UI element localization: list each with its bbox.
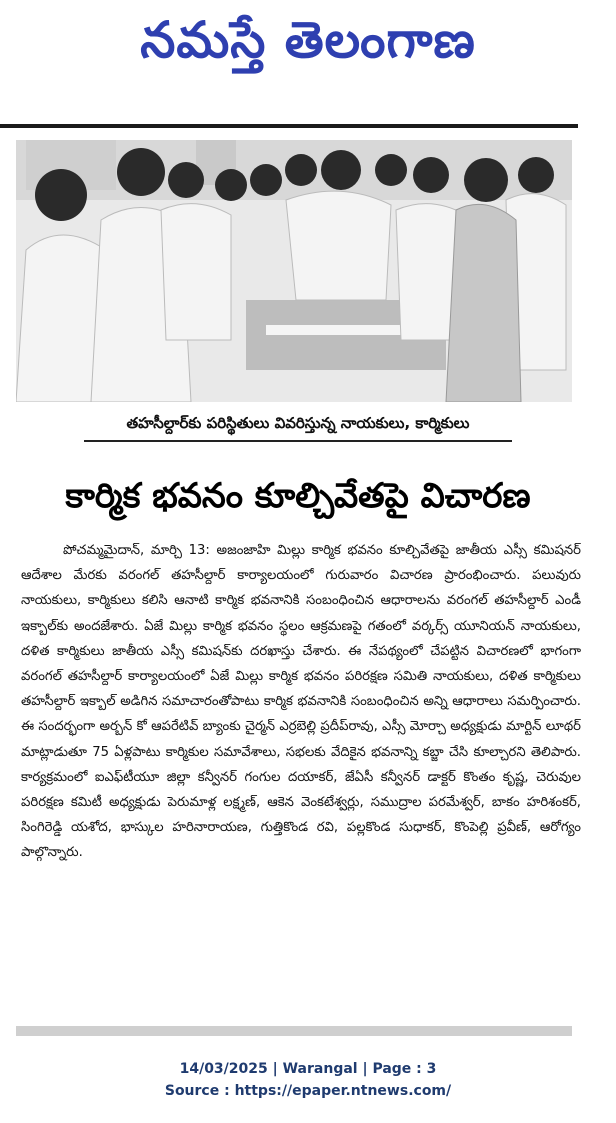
photo-caption: తహసీల్దార్‌కు పరిస్థితులు వివరిస్తున్న నాయకులు, కార్మికులు (84, 410, 512, 442)
article-headline: కార్మిక భవనం కూల్చివేతపై విచారణ (65, 476, 531, 516)
newspaper-title: నమస్తే తెలంగాణ (140, 10, 476, 69)
news-photo (16, 140, 572, 402)
article-body: పోచమ్మమైదాన్, మార్చి 13: అజంజాహి మిల్లు కార్మిక భవనం కూల్చివేతపై జాతీయ ఎస్సీ కమిషనర్ ఆదేశాల మేరకు వరంగల్ తహసీల్దార్ కార్యాలయంలో గురువారం విచారణ ప్రారంభించారు. పలువురు నాయకులు, కార్మికులు కలిసి ఆనాటి కార్మిక భవనానికి సంబంధించిన ఆధారాలను వరంగల్ తహసీల్దార్ ఎండీ ఇక్బాల్‌కు అందజేశారు. ఏజే మిల్లు కార్మిక భవనం స్థలం ఆక్రమణపై గతంలో వర్కర్స్ యూనియన్ నాయకులు, దళిత కార్మికులు జాతీయ ఎస్సీ కమిషన్‌కు దరఖాస్తు చేశారు. ఈ నేపథ్యంలో చేపట్టిన విచారణలో భాగంగా వరంగల్ తహసీల్దార్ కార్యాలయంలో ఏజే మిల్లు కార్మిక భవనం పరిరక్షణ సమితి నాయకులు, దళిత కార్మికులు తహసీల్దార్ ఇక్బాల్ అడిగిన సమాచారంతోపాటు కార్మిక భవనానికి సంబంధించిన అన్ని ఆధారాలు సమర్పించారు. ఈ సందర్భంగా అర్బన్ కో ఆపరేటివ్ బ్యాంకు చైర్మన్ ఎర్రబెల్లి ప్రదీప్‌రావు, ఎస్సీ మోర్చా అధ్యక్షుడు మార్టిన్ లూథర్ మాట్లాడుతూ 75 ఏళ్లపాటు కార్మికుల సమావేశాలు, సభలకు వేదికైన భవనాన్ని కబ్జా చేసి కూల్చారని తెలిపారు. కార్యక్రమంలో ఐఎఫ్‌టీయూ జిల్లా కన్వీనర్ గంగుల దయాకర్, జేఏసీ కన్వీనర్ డాక్టర్ కొంతం కృష్ణ, చెరువుల పరిరక్షణ కమిటీ అధ్యక్షుడు పెరుమాళ్ల లక్ష్మణ్, ఆకెన వెంకటేశ్వర్లు, సముద్రాల పరమేశ్వర్, బాకం హరిశంకర్, సింగిరెడ్డి యశోద, భాస్కుల హరినారాయణ, గుత్తికొండ రవి, పల్లకొండ సుధాకర్, కొంపెల్లి ప్రవీణ్, ఆరోగ్యం పాల్గొన్నారు. (21, 543, 581, 861)
top-strip (14, 96, 574, 108)
edition-info: 14/03/2025 | Warangal | Page : 3 (179, 1061, 437, 1077)
source-link[interactable]: Source : https://epaper.ntnews.com/ (164, 1083, 452, 1099)
photo-icon (16, 140, 572, 402)
footer (0, 1058, 616, 1102)
bottom-divider (16, 1026, 572, 1036)
masthead (0, 0, 616, 92)
top-divider (0, 124, 578, 128)
